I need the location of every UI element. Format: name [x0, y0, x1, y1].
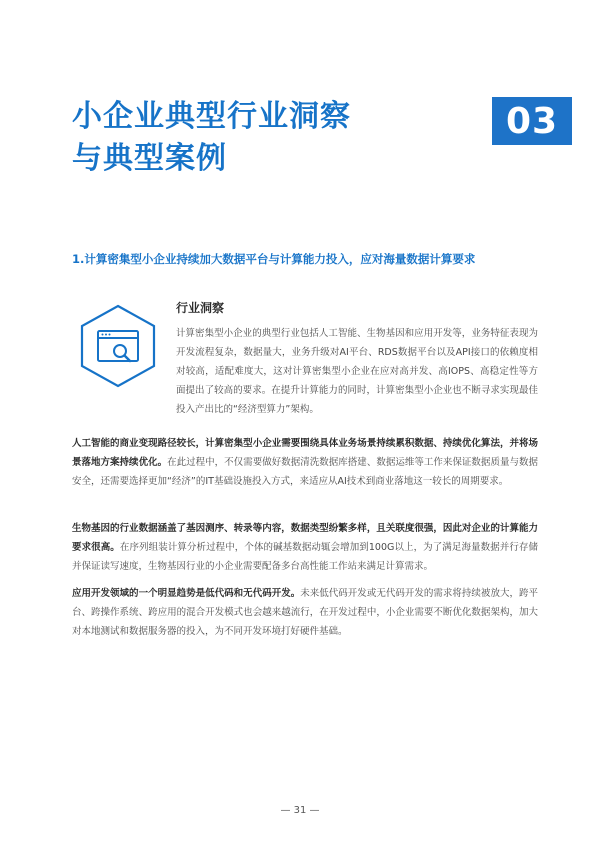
paragraph-ai-text: 在此过程中，不仅需要做好数据清洗数据库搭建、数据运维等工作来保证数据质量与数据安全，还需要选择更加“经济”的IT基础设施投入方式，来适应从AI技术到商业落地这一较长的周期要求。: [72, 457, 538, 487]
paragraph-ai: [72, 434, 538, 491]
section-heading: 1.计算密集型小企业持续加大数据平台与计算能力投入，应对海量数据计算要求: [72, 252, 476, 266]
paragraph-dev: [72, 584, 538, 641]
chapter-number-badge: 03: [492, 97, 572, 145]
paragraph-dev-text: 未来低代码开发或无代码开发的需求将持续被放大，跨平台、跨操作系统、跨应用的混合开发模式也会越来越流行，在开发过程中，小企业需要不断优化数据架构，加大对本地测试和数据服务器的投入，为不同开发环境打好硬件基础。: [72, 588, 538, 637]
insight-title: 行业洞察: [176, 301, 225, 315]
paragraph-bio: [72, 519, 538, 576]
chapter-title-line1: 小企业典型行业洞察: [72, 99, 351, 134]
paragraph-bio-lead: 生物基因的行业数据涵盖了基因测序、转录等内容，数据类型纷繁多样，且关联度很强，因此对企业的计算能力要求很高。: [72, 523, 538, 553]
chapter-title-line2: 与典型案例: [72, 141, 227, 176]
paragraph-ai-lead: 人工智能的商业变现路径较长，计算密集型小企业需要围绕具体业务场景持续累积数据、持续优化算法，并将场景落地方案持续优化。: [72, 438, 538, 468]
page-number: — 31 —: [280, 805, 320, 816]
insight-body: 计算密集型小企业的典型行业包括人工智能、生物基因和应用开发等，业务特征表现为开发流程复杂，数据量大，业务升级对AI平台、RDS数据平台以及API接口的依赖度相对较高，适配难度大，这对计算密集型小企业在应对高并发、高IOPS、高稳定性等方面提出了较高的要求。在提升计算能力的同时，计算密集型小企业也不断寻求实现最佳投入产出比的“经济型算力”架构。: [176, 328, 538, 415]
browser-search-icon: [76, 304, 160, 388]
paragraph-bio-text: 在序列组装计算分析过程中，个体的碱基数据动辄会增加到100G以上，为了满足海量数据并行存储并保证读写速度，生物基因行业的小企业需要配备多台高性能工作站来满足计算需求。: [72, 542, 538, 572]
chapter-title: [72, 96, 351, 180]
paragraph-dev-lead: 应用开发领域的一个明显趋势是低代码和无代码开发。: [72, 588, 301, 599]
